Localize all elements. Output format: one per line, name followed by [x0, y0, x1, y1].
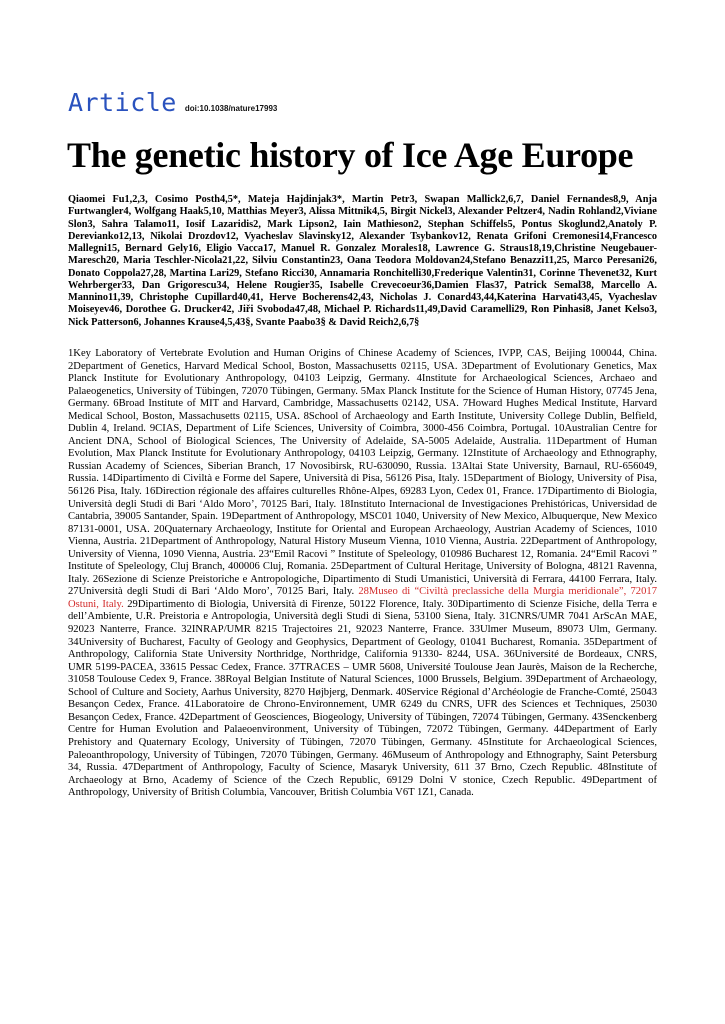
doi-label: doi:10.1038/nature17993 [184, 104, 278, 113]
affiliation-text-part-1: 1Key Laboratory of Vertebrate Evolution and Human Origins of Chinese Academy of Sciences, IVPP, CAS, Beijing 100044, China. 2Department of Genetics, Harvard Medical School, Boston, Massachusetts 02115, USA. 3Department of Evolutionary Genetics, Max Planck Institute for Evolutionary Anthropology, 04103 Leipzig, Germany. 4Institute for Archaeological Sciences, Archaeo and Palaeogenetics, University of Tübingen, 72070 Tübingen, Germany. 5Max Planck Institute for the Science of Human History, 07745 Jena, Germany. 6Broad Institute of MIT and Harvard, Cambridge, Massachusetts 02142, USA. 7Howard Hughes Medical Institute, Harvard Medical School, Boston, Massachusetts 02115, USA. 8School of Archaeology and Earth Institute, University College Dublin, Belfield, Dublin 4, Ireland. 9CIAS, Department of Life Sciences, University of Coimbra, 3000-456 Coimbra, Portugal. 10Australian Centre for Ancient DNA, School of Biological Sciences, The University of Adelaide, SA-5005 Adelaide, Australia. 11Department of Human Evolution, Max Planck Institute for Evolutionary Anthropology, 04103 Leipzig, Germany. 12Institute of Archaeology and Ethnography, Russian Academy of Sciences, Siberian Branch, 17 Novosibirsk, RU-630090, Russia. 13Altai State University, Barnaul, RU-656049, Russia. 14Dipartimento di Civiltà e Forme del Sapere, Università di Pisa, 56126 Pisa, Italy. 15Department of Biology, University of Pisa, 56126 Pisa, Italy. 16Direction régionale des affaires culturelles Rhône-Alpes, 69283 Lyon, Cedex 01, France. 17Dipartimento di Biologia, Università degli Studi di Bari ‘Aldo Moro’, 70125 Bari, Italy. 18Instituto Internacional de Investigaciones Prehistóricas, Universidad de Cantabria, 39005 Santander, Spain. 19Department of Anthropology, MSC01 1040, University of New Mexico, Albuquerque, New Mexico 87131-0001, USA. 20Quaternary Archaeology, Institute for Oriental and European Archaeology, Austrian Academy of Sciences, 1010 Vienna, Austria. 21Department of Anthropology, Natural History Museum Vienna, 1010 Vienna, Austria. 22Department of Anthropology, University of Vienna, 1090 Vienna, Austria. 23“Emil Racovi ” Institute of Speleology, 010986 Bucharest 12, Romania. 24“Emil Racovi ” Institute of Speleology, Cluj Branch, 400006 Cluj, Romania. 25Department of Cultural Heritage, University of Bologna, 48121 Ravenna, Italy. 26Sezione di Scienze Preistoriche e Antropologiche, Dipartimento di Studi Umanistici, Università di Ferrara, 44100 Ferrara, Italy. 27Università degli Studi di Bari ‘Aldo Moro’, 70125 Bari, Italy. [68, 348, 657, 598]
affiliation-list [68, 348, 657, 800]
paper-title: The genetic history of Ice Age Europe [67, 135, 634, 175]
section-label: Article [68, 88, 177, 117]
highlighted-affiliation: 28Museo di “Civiltà preclassiche della Murgia meridionale”, 72017 Ostuni, Italy. [68, 586, 657, 610]
author-list: Qiaomei Fu1,2,3, Cosimo Posth4,5*, Mateja Hajdinjak3*, Martin Petr3, Swapan Mallick2,6,7, Daniel Fernandes8,9, Anja Furtwangler4, Wolfgang Haak5,10, Matthias Meyer3, Alissa Mittnik4,5, Birgit Nickel3, Alexander Peltzer4, Nadin Rohland2,Viviane Slon3, Sahra Talamo11, Iosif Lazaridis2, Mark Lipson2, Iain Mathieson2, Stephan Schiffels5, Pontus Skoglund2,Anatoly P. Derevianko12,13, Nikolai Drozdov12, Vyacheslav Slavinsky12, Alexander Tsybankov12, Renata Grifoni Cremonesi14,Francesco Mallegni15, Bernard Gely16, Eligio Vacca17, Manuel R. Gonzalez Morales18, Lawrence G. Straus18,19,Christine Neugebauer-Maresch20, Maria Teschler-Nicola21,22, Silviu Constantin23, Oana Teodora Moldovan24,Stefano Benazzi11,25, Marco Peresani26, Donato Coppola27,28, Martina Lari29, Stefano Ricci30, Annamaria Ronchitelli30,Frederique Valentin31, Corinne Thevenet32, Kurt Wehrberger33, Dan Grigorescu34, Helene Rougier35, Isabelle Crevecoeur36,Damien Flas37, Patrick Semal38, Marcello A. Mannino11,39, Christophe Cupillard40,41, Herve Bocherens42,43, Nicholas J. Conard43,44,Katerina Harvati43,45, Vyacheslav Moiseyev46, Dorothee G. Drucker42, Jiři Svoboda47,48, Michael P. Richards11,49,David Caramelli29, Ron Pinhasi8, Janet Kelso3, Nick Patterson6, Johannes Krause4,5,43§, Svante Paabo3§ & David Reich2,6,7§ [68, 194, 657, 328]
article-header [68, 88, 277, 117]
affiliation-text-part-2: 29Dipartimento di Biologia, Università di Firenze, 50122 Florence, Italy. 30Dipartimento di Scienze Fisiche, della Terra e dell’Ambiente, U.R. Preistoria e Antropologia, Università degli Studi di Siena, 53100 Siena, Italy. 31CNRS/UMR 7041 ArScAn MAE, 92023 Nanterre, France. 32INRAP/UMR 8215 Trajectoires 21, 92023 Nanterre, France. 33Ulmer Museum, 89073 Ulm, Germany. 34University of Bucharest, Faculty of Geology and Geophysics, Department of Geology, 01041 Bucharest, Romania. 35Department of Anthropology, California State University Northridge, Northridge, California 91330- 8244, USA. 36Université de Bordeaux, CNRS, UMR 5199-PACEA, 33615 Pessac Cedex, France. 37TRACES – UMR 5608, Université Toulouse Jean Jaurès, Maison de la Recherche, 31058 Toulouse Cedex 9, France. 38Royal Belgian Institute of Natural Sciences, 1000 Brussels, Belgium. 39Department of Archaeology, School of Culture and Society, Aarhus University, 8270 Højbjerg, Denmark. 40Service Régional d’Archéologie de Franche-Comté, 25043 Besançon Cedex, France. 41Laboratoire de Chrono-Environnement, UMR 6249 du CNRS, UFR des Sciences et Techniques, 25030 Besançon Cedex, France. 42Department of Geosciences, Biogeology, University of Tübingen, 72074 Tübingen, Germany. 43Senckenberg Centre for Human Evolution and Palaeoenvironment, University of Tübingen, 72072 Tübingen, Germany. 44Department of Early Prehistory and Quaternary Ecology, University of Tübingen, 72070 Tübingen, Germany. 45Institute for Archaeological Sciences, Paleoanthropology, University of Tübingen, 72070 Tübingen, Germany. 46Museum of Anthropology and Ethnography, Saint Petersburg 34, Russia. 47Department of Anthropology, Faculty of Science, Masaryk University, 611 37 Brno, Czech Republic. 48Institute of Archaeology at Brno, Academy of Science of the Czech Republic, 69129 Dolni V stonice, Czech Republic. 49Department of Anthropology, University of British Columbia, Vancouver, British Columbia V6T 1Z1, Canada. [68, 598, 657, 799]
